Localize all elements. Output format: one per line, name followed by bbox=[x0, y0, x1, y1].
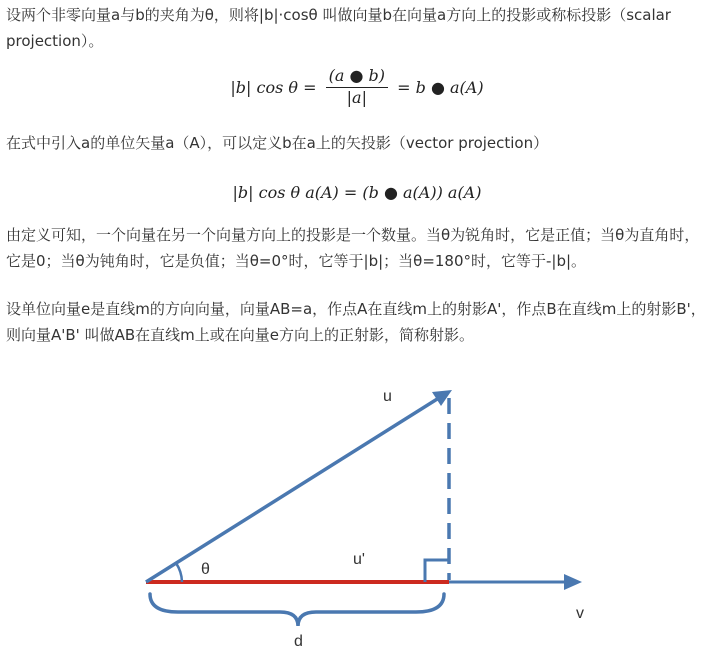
paragraph-orthogonal-projection: 设单位向量e是直线m的方向向量，向量AB=a，作点A在直线m上的射影A'，作点B在直线m上的射影B'，则向量A'B' 叫做AB在直线m上或在向量e方向上的正射影，简称射影。 bbox=[6, 300, 706, 344]
paragraph-projection-sign: 由定义可知，一个向量在另一个向量方向上的投影是一个数量。当θ为锐角时，它是正值；当θ为直角时，它是0；当θ为钝角时，它是负值；当θ=0°时，它等于|b|；当θ=180°时，它等于-|b|。 bbox=[6, 226, 700, 270]
label-u-prime: u' bbox=[353, 551, 365, 568]
label-u: u bbox=[383, 388, 392, 405]
formula-vector-projection: |b| cos θ a(A) = (b ● a(A)) a(A) bbox=[232, 183, 482, 202]
brace-d bbox=[150, 594, 444, 626]
formula1-fraction bbox=[326, 66, 388, 108]
paragraph-scalar-projection: 设两个非零向量a与b的夹角为θ，则将|b|·cosθ 叫做向量b在向量a方向上的投影或称标投影（scalar projection）。 bbox=[6, 6, 671, 50]
label-v: v bbox=[576, 605, 584, 622]
vector-v-arrowhead bbox=[564, 574, 582, 590]
projection-diagram bbox=[0, 370, 714, 659]
formula1-numerator: (a ● b) bbox=[326, 66, 388, 88]
paragraph-vector-projection: 在式中引入a的单位矢量a（A），可以定义b在a上的矢投影（vector projection） bbox=[6, 134, 549, 152]
formula1-left: |b| cos θ = bbox=[230, 77, 317, 97]
formula1-denominator: |a| bbox=[346, 88, 367, 107]
vector-u-line bbox=[146, 396, 442, 582]
formula1-right: = b ● a(A) bbox=[397, 77, 484, 97]
angle-theta-arc bbox=[176, 563, 182, 582]
formula-scalar-projection bbox=[0, 66, 714, 118]
right-angle-marker bbox=[425, 560, 449, 582]
label-d: d bbox=[294, 633, 303, 650]
label-theta: θ bbox=[201, 561, 210, 578]
